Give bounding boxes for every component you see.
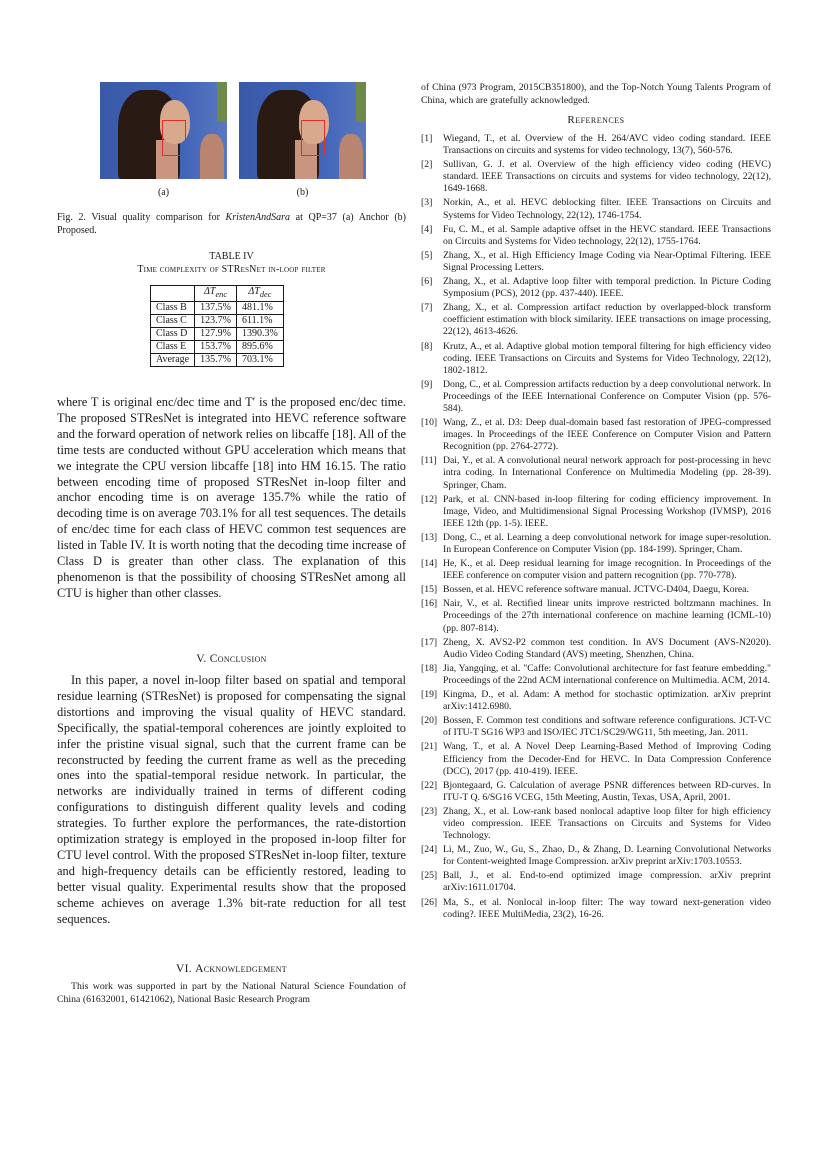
- reference-text: Bossen, F. Common test conditions and software reference configurations. JCT-VC of ITU-T SG16 WP3 and ISO/IEC JTC1/SC29/WG11, 5th meeting, Jan. 2011.: [443, 715, 771, 739]
- reference-item: [421, 870, 771, 894]
- reference-text: Dong, C., et al. Compression artifacts reduction by a deep convolutional network. In Proceedings of the IEEE International Conference on Computer Vision (pp. 576-584).: [443, 378, 771, 414]
- time-complexity-table: [150, 285, 284, 367]
- figure-panel-b: [239, 82, 366, 198]
- reference-text: Kingma, D., et al. Adam: A method for stochastic optimization. arXiv preprint arXiv:1412.6980.: [443, 689, 771, 713]
- reference-number: [18]: [421, 662, 438, 674]
- reference-number: [7]: [421, 302, 433, 314]
- reference-number: [14]: [421, 558, 438, 570]
- reference-text: Zhang, X., et al. Adaptive loop filter with temporal prediction. In Picture Coding Symposium (PCS), 2012 (pp. 437-440). IEEE.: [443, 276, 771, 300]
- reference-item: [421, 224, 771, 248]
- reference-item: [421, 532, 771, 556]
- header-delta-dec: $\Delta T_{dec}$: [236, 286, 283, 302]
- figure-caption: [57, 211, 406, 237]
- table-row-label: Class C: [151, 315, 195, 328]
- table-title: [57, 250, 406, 276]
- header-delta-enc: $\Delta T_{enc}$: [195, 286, 237, 302]
- reference-item: [421, 689, 771, 713]
- reference-number: [4]: [421, 223, 433, 235]
- roi-box: [301, 120, 325, 156]
- caption-sequence: KristenAndSara: [225, 212, 290, 223]
- reference-item: [421, 844, 771, 868]
- reference-number: [20]: [421, 715, 438, 727]
- reference-number: [5]: [421, 249, 433, 261]
- reference-number: [11]: [421, 455, 437, 467]
- table-row-label: Class D: [151, 328, 195, 341]
- reference-text: Jia, Yangqing, et al. "Caffe: Convolutional architecture for fast feature embedding." Proceedings of the 22nd ACM international conference on Multimedia. ACM, 2014.: [443, 662, 771, 686]
- reference-item: [421, 663, 771, 687]
- reference-text: He, K., et al. Deep residual learning for image recognition. In Proceedings of the IEEE conference on computer vision and pattern recognition (pp. 770-778).: [443, 558, 771, 582]
- reference-item: [421, 584, 771, 596]
- figure-2: [100, 82, 365, 197]
- reference-number: [2]: [421, 159, 433, 171]
- table-cell: 135.7%: [195, 354, 237, 367]
- reference-number: [21]: [421, 741, 438, 753]
- reference-text: Krutz, A., et al. Adaptive global motion temporal filtering for high efficiency video coding. IEEE Transactions on Circuits and Systems for Video Technology, 22(12), 1802-1812.: [443, 340, 771, 376]
- table-cell: 127.9%: [195, 328, 237, 341]
- reference-number: [24]: [421, 844, 438, 856]
- reference-text: Li, M., Zuo, W., Gu, S., Zhao, D., & Zhang, D. Learning Convolutional Networks for Content-weighted Image Compression. arXiv preprint arXiv:1703.10553.: [443, 844, 771, 868]
- reference-text: Wang, T., et al. A Novel Deep Learning-Based Method of Improving Coding Efficiency from the Decoder-End for HEVC. In Data Compression Conference (DCC), 2017 (pp. 410-419). IEEE.: [443, 741, 771, 777]
- reference-item: [421, 806, 771, 842]
- reference-item: [421, 250, 771, 274]
- reference-text: Dai, Y., et al. A convolutional neural network approach for post-processing in hevc intra coding. In International Conference on Multimedia Modeling (pp. 28-39). Springer, Cham.: [443, 455, 771, 491]
- table-row-label: Class E: [151, 341, 195, 354]
- references-heading: References: [567, 114, 625, 126]
- table-number: TABLE IV: [209, 251, 254, 262]
- anchor-frame-image: [100, 82, 227, 179]
- reference-number: [19]: [421, 689, 438, 701]
- reference-item: [421, 197, 771, 221]
- table-cell: 895.6%: [236, 341, 283, 354]
- reference-text: Zheng, X. AVS2-P2 common test condition. In AVS Document (AVS-N2020). Audio Video Coding Standard (AVS) meeting, Shenzhen, China.: [443, 636, 771, 660]
- reference-text: Zhang, X., et al. Low-rank based nonlocal adaptive loop filter for high efficiency video compression. IEEE Transactions on Circuits and Systems for Video Technology.: [443, 805, 771, 842]
- reference-text: Park, et al. CNN-based in-loop filtering for coding efficiency improvement. In Image, Video, and Multidimensional Signal Processing Workshop (IVMSP), 2016 IEEE 12th (pp. 1-5). IEEE.: [443, 493, 771, 529]
- reference-text: Wiegand, T., et al. Overview of the H. 264/AVC video coding standard. IEEE Transactions on circuits and systems for video technology, 13(7), 560-576.: [443, 133, 771, 157]
- reference-number: [13]: [421, 531, 438, 543]
- reference-item: [421, 417, 771, 453]
- reference-item: [421, 897, 771, 921]
- reference-number: [9]: [421, 378, 433, 390]
- reference-text: Ma, S., et al. Nonlocal in-loop filter: The way toward next-generation video coding?. IEEE MultiMedia, 23(2), 16-26.: [443, 896, 771, 920]
- reference-item: [421, 276, 771, 300]
- reference-number: [26]: [421, 896, 438, 908]
- figure-panel-a: [100, 82, 227, 198]
- reference-item: [421, 637, 771, 661]
- reference-item: [421, 558, 771, 582]
- table-row: [151, 354, 284, 367]
- reference-number: [8]: [421, 340, 433, 352]
- reference-number: [1]: [421, 133, 433, 144]
- reference-text: Ball, J., et al. End-to-end optimized image compression. arXiv preprint arXiv:1611.01704.: [443, 870, 771, 894]
- reference-item: [421, 598, 771, 634]
- reference-number: [25]: [421, 870, 438, 882]
- reference-text: Fu, C. M., et al. Sample adaptive offset in the HEVC standard. IEEE Transactions on Circuits and Systems for Video technology, 22(12), 1755-1764.: [443, 223, 771, 247]
- table-row: [151, 328, 284, 341]
- reference-number: [16]: [421, 598, 438, 610]
- reference-item: [421, 715, 771, 739]
- paragraph-ack-continued: of China (973 Program, 2015CB351800), and the Top-Notch Young Talents Program of China, which are gratefully acknowledged.: [421, 82, 771, 106]
- table-cell: 137.5%: [195, 302, 237, 315]
- reference-item: [421, 159, 771, 195]
- section-conclusion-heading: V. Conclusion: [196, 653, 267, 665]
- reference-item: [421, 302, 771, 338]
- table-row-label: Class B: [151, 302, 195, 315]
- reference-text: Zhang, X., et al. Compression artifact reduction by overlapped-block transform coefficient estimation with block similarity. IEEE transactions on image processing, 22(12), 4613-4626.: [443, 302, 771, 338]
- table-cell: 703.1%: [236, 354, 283, 367]
- reference-item: [421, 341, 771, 377]
- panel-a-label: (a): [157, 187, 170, 198]
- reference-item: [421, 741, 771, 777]
- paragraph-conclusion: In this paper, a novel in-loop filter based on spatial and temporal residue learning (STResNet) is proposed for compensating the signal distortions and improving the visual quality of HEVC standard. Specifically, the spatial-temporal coherences are jointly exploited to infer the pristine visual signal, such that the current frame can be reconstructed by feeding the current frame as well as the preceding ones into the spatial-temporal residue network. In particular, the networks are individually trained in terms of different coding configurations to distinguish different quality levels and coding strategies. To further explore the performances, the rate-distortion optimization strategy is employed in the proposed in-loop filter for CTU level control. With the proposed STResNet in-loop filter, texture and high-frequency details can be efficiently restored, leading to better visual quality. Experimental results show that the proposed scheme achieves on average 1.3% bit-rate reduction for all test sequences.: [57, 673, 406, 926]
- table-caption: Time complexity of STResNet in-loop filter: [137, 264, 326, 275]
- table-row: [151, 302, 284, 315]
- reference-text: Bossen, et al. HEVC reference software manual. JCTVC-D404, Daegu, Korea.: [443, 584, 749, 596]
- section-ack-heading: VI. Acknowledgement: [176, 963, 287, 975]
- table-cell: 1390.3%: [236, 328, 283, 341]
- panel-b-label: (b): [296, 187, 309, 198]
- reference-number: [15]: [421, 584, 438, 596]
- table-row-label: Average: [151, 354, 195, 367]
- reference-text: Norkin, A., et al. HEVC deblocking filter. IEEE Transactions on Circuits and Systems for Video Technology, 22(12), 1746-1754.: [443, 197, 771, 221]
- proposed-frame-image: [239, 82, 366, 179]
- reference-number: [22]: [421, 779, 438, 791]
- reference-number: [10]: [421, 417, 438, 429]
- header-empty: [151, 286, 195, 302]
- reference-text: Sullivan, G. J. et al. Overview of the high efficiency video coding (HEVC) standard. IEEE Transactions on circuits and systems for video technology, 22(12), 1649-1668.: [443, 159, 771, 195]
- caption-prefix: Fig. 2. Visual quality comparison for: [57, 212, 226, 223]
- references-list: [421, 133, 771, 923]
- reference-text: Wang, Z., et al. D3: Deep dual-domain based fast restoration of JPEG-compressed images. In Proceedings of the IEEE Conference on Computer Vision and Pattern Recognition (pp. 2764-2772).: [443, 417, 771, 453]
- caption-suffix: at QP=37 (a) Anchor (b) Proposed.: [57, 212, 406, 236]
- reference-number: [17]: [421, 636, 438, 648]
- table-header-row: [151, 286, 284, 302]
- table-cell: 611.1%: [236, 315, 283, 328]
- reference-text: Bjontegaard, G. Calculation of average PSNR differences between RD-curves. In ITU-T Q. 6/SG16 VCEG, 15th Meeting, Austin, Texas, USA, April, 2001.: [443, 779, 771, 803]
- reference-number: [3]: [421, 197, 433, 209]
- reference-item: [421, 379, 771, 415]
- reference-text: Dong, C., et al. Learning a deep convolutional network for image super-resolution. In European Conference on Computer Vision (pp. 184-199). Springer, Cham.: [443, 531, 771, 555]
- table-cell: 123.7%: [195, 315, 237, 328]
- reference-text: Nair, V., et al. Rectified linear units improve restricted boltzmann machines. In Proceedings of the 27th international conference on machine learning (ICML-10) (pp. 807-814).: [443, 598, 771, 634]
- reference-number: [23]: [421, 805, 438, 817]
- table-cell: 481.1%: [236, 302, 283, 315]
- reference-number: [6]: [421, 276, 433, 288]
- reference-item: [421, 494, 771, 530]
- paragraph-ack: This work was supported in part by the National Natural Science Foundation of China (61632001, 61421062), National Basic Research Program: [57, 981, 406, 1005]
- table-cell: 153.7%: [195, 341, 237, 354]
- reference-item: [421, 780, 771, 804]
- table-row: [151, 315, 284, 328]
- table-row: [151, 341, 284, 354]
- paragraph-timing: where T is original enc/dec time and T′ is the proposed enc/dec time. The proposed STResNet is integrated into HEVC reference software and the forward operation of network relies on libcaffe [18]. All of the time tests are conducted without GPU acceleration which means that we integrate the CPU version libcaffe [18] into HM 16.15. The ratio between encoding time of proposed STResNet in-loop filter and anchor encoding time is on average 135.7% while the ratio of decoding time is on average 703.1% for all test sequences. The details of enc/dec time for each class of HEVC common test sequences are listed in Table IV. It is worth noting that the decoding time increase of Class D is greater than other class. The explanation of this phenomenon is that the possibility of choosing STResNet among all CTU is higher than other classes.: [57, 395, 406, 600]
- reference-item: [421, 133, 771, 157]
- reference-number: [12]: [421, 493, 438, 505]
- reference-text: Zhang, X., et al. High Efficiency Image Coding via Near-Optimal Filtering. IEEE Signal Processing Letters.: [443, 249, 771, 273]
- reference-item: [421, 455, 771, 491]
- roi-box: [162, 120, 186, 156]
